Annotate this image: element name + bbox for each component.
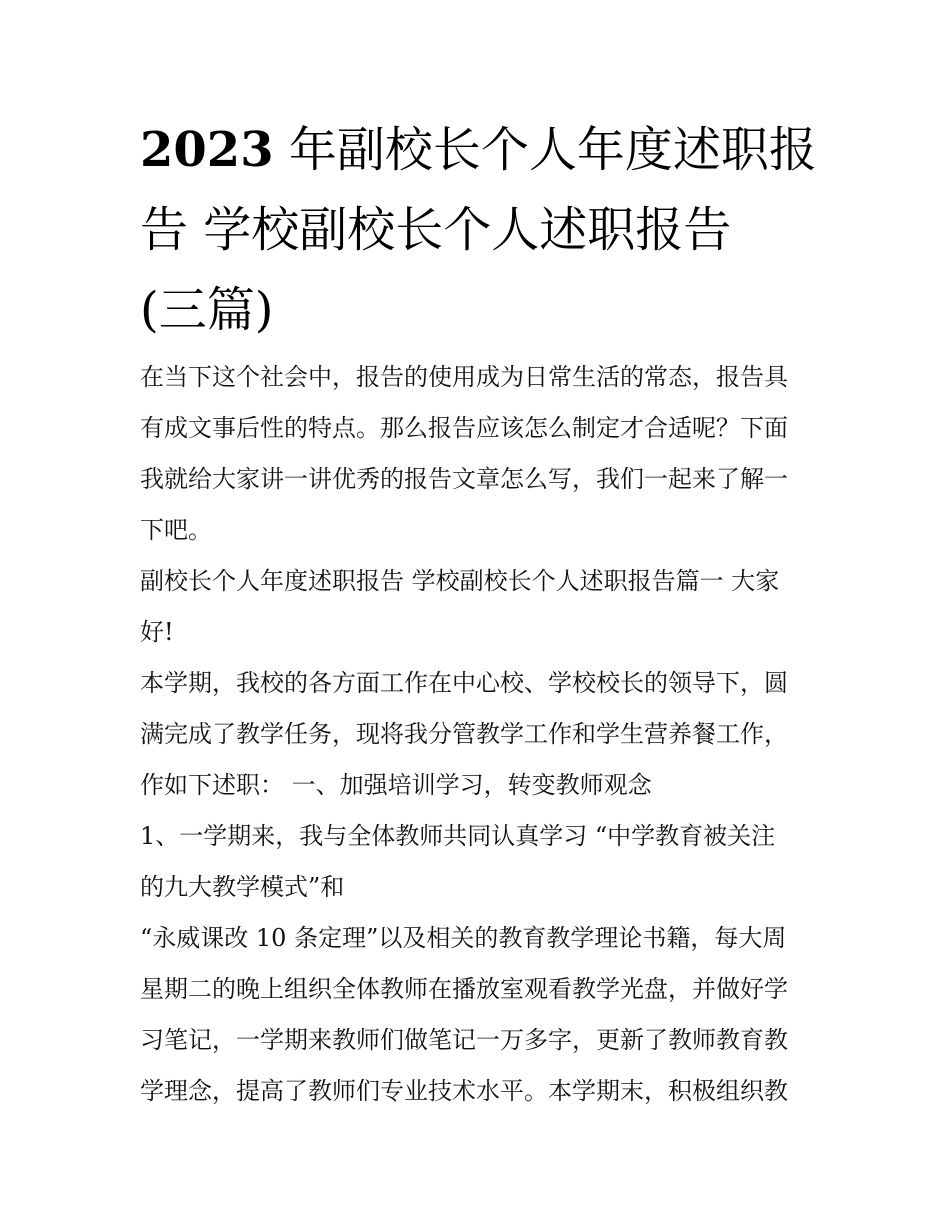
document-title	[140, 110, 830, 350]
title-year: 2023	[140, 122, 274, 178]
summary-paragraph: 本学期，我校的各方面工作在中心校、学校校长的领导下，圆 满完成了教学任务，现将我分管教学工作和学生营养餐工作， 作如下述职： 一、加强培训学习，转变教师观念	[140, 669, 788, 799]
intro-paragraph: 在当下这个社会中，报告的使用成为日常生活的常态，报告具 有成文事后性的特点。那么报告应该怎么制定才合适呢？下面 我就给大家讲一讲优秀的报告文章怎么写，我们一起来了解一 下吧。	[140, 363, 788, 544]
section-heading-paragraph: 副校长个人年度述职报告 学校副校长个人述职报告篇一 大家 好!	[140, 567, 780, 646]
training-paragraph: “永威课改 10 条定理”以及相关的教育教学理论书籍，每大周 星期二的晚上组织全体教师在播放室观看教学光盘，并做好学 习笔记，一学期来教师们做笔记一万多字，更新了教师教育教 学理念，提高了教师们专业技术水平。本学期末，积极组织教	[140, 924, 788, 1105]
item-one-paragraph: 1、一学期来，我与全体教师共同认真学习 “中学教育被关注 的九大教学模式”和	[140, 822, 776, 901]
title-text: 年副校长个人年度述职报 告 学校副校长个人述职报告 (三篇)	[140, 122, 817, 338]
